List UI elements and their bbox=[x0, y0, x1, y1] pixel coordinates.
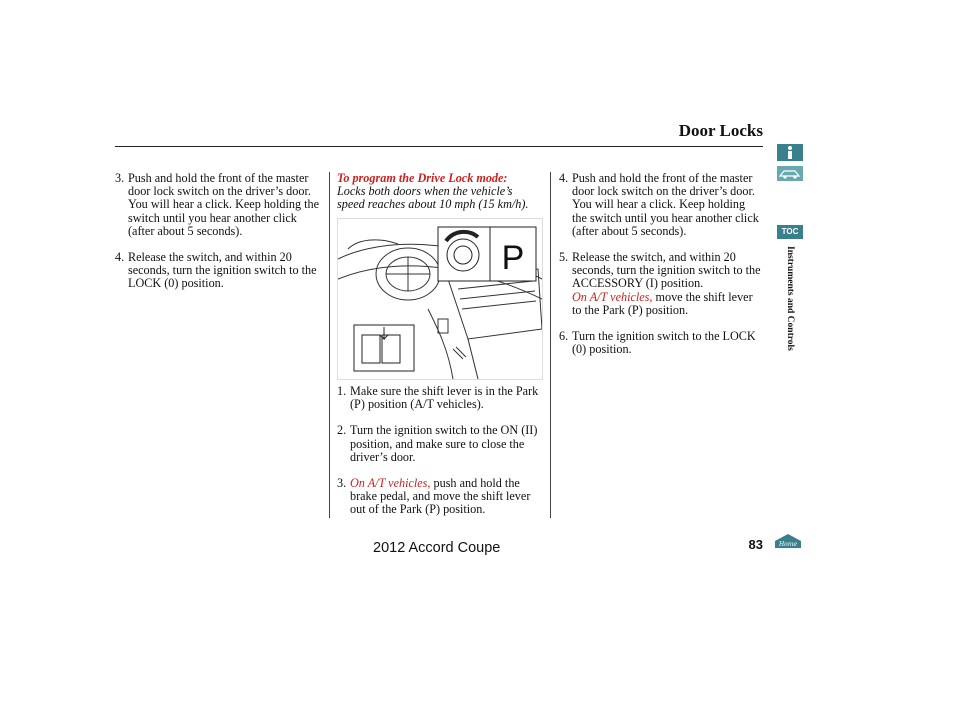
list-item: 6. Turn the ignition switch to the LOCK (0) position. bbox=[559, 329, 756, 357]
vehicle-index-button[interactable] bbox=[777, 166, 803, 181]
step-text: Release the switch, and within 20 seconds, turn the ignition switch to the LOCK (0) position. bbox=[128, 250, 317, 291]
list-item: 3. On A/T vehicles, push and hold the brake pedal, and move the shift lever out of the Park (P) position. bbox=[337, 476, 531, 517]
column-3 bbox=[559, 172, 763, 356]
column-1 bbox=[115, 172, 323, 291]
footer-model: 2012 Accord Coupe bbox=[373, 540, 501, 556]
list-item: 1. Make sure the shift lever is in the Park (P) position (A/T vehicles). bbox=[337, 384, 539, 412]
section-heading: To program the Drive Lock mode: bbox=[337, 171, 508, 185]
info-icon bbox=[777, 144, 803, 161]
title-rule bbox=[115, 146, 763, 147]
park-letter: P bbox=[501, 239, 525, 277]
home-icon bbox=[774, 533, 802, 549]
at-vehicles-link[interactable]: On A/T vehicles, bbox=[572, 289, 653, 304]
list-item: 4. Push and hold the front of the master door lock switch on the driver’s door. You will hear a click. Keep holding the switch until you hear another click (after about 5 seconds). bbox=[559, 171, 759, 238]
section-subtitle: Locks both doors when the vehicle’s speed reaches about 10 mph (15 km/h). bbox=[337, 184, 529, 212]
column-divider bbox=[329, 172, 330, 518]
section-label: Instruments and Controls bbox=[785, 246, 795, 351]
column-divider bbox=[550, 172, 551, 518]
list-item: 2. Turn the ignition switch to the ON (II) position, and make sure to close the driver’s door. bbox=[337, 423, 538, 464]
column-2-steps bbox=[337, 385, 542, 517]
car-icon bbox=[777, 166, 803, 181]
page-number: 83 bbox=[748, 537, 763, 552]
step-text: Make sure the shift lever is in the Park (P) position (A/T vehicles). bbox=[350, 384, 539, 412]
step-text: move the shift lever to the Park (P) position. bbox=[572, 289, 753, 317]
column-2 bbox=[337, 172, 542, 212]
list-item: 5. Release the switch, and within 20 seconds, turn the ignition switch to the ACCESSORY (I) position. On A/T vehicles, move the shift lever to the Park (P) position. bbox=[559, 250, 761, 317]
list-item: 3. Push and hold the front of the master door lock switch on the driver’s door. You will hear a click. Keep holding the switch until you hear another click (after about 5 seconds). bbox=[115, 171, 320, 238]
step-text: Push and hold the front of the master door lock switch on the driver’s door. You will hear a click. Keep holding the switch until you hear another click (after about 5 seconds). bbox=[128, 171, 320, 238]
at-vehicles-link[interactable]: On A/T vehicles, bbox=[350, 476, 431, 491]
step-text: Turn the ignition switch to the ON (II) position, and make sure to close the driver’s door. bbox=[350, 423, 538, 464]
step-text: Release the switch, and within 20 seconds, turn the ignition switch to the ACCESSORY (I) position. bbox=[572, 250, 761, 291]
step-text: push and hold the brake pedal, and move the shift lever out of the Park (P) position. bbox=[350, 476, 531, 517]
step-text: Push and hold the front of the master door lock switch on the driver’s door. You will hear a click. Keep holding the switch until you hear another click (after about 5 seconds). bbox=[572, 171, 759, 238]
page-title: Door Locks bbox=[678, 121, 763, 140]
list-item: 4. Release the switch, and within 20 seconds, turn the ignition switch to the LOCK (0) position. bbox=[115, 250, 317, 291]
toc-button[interactable]: TOC bbox=[777, 225, 803, 239]
info-button[interactable] bbox=[777, 144, 803, 161]
step-text: Turn the ignition switch to the LOCK (0) position. bbox=[572, 329, 756, 357]
home-button[interactable] bbox=[774, 533, 802, 549]
shift-lever-illustration bbox=[337, 218, 543, 380]
svg-text:Home: Home bbox=[778, 541, 798, 548]
